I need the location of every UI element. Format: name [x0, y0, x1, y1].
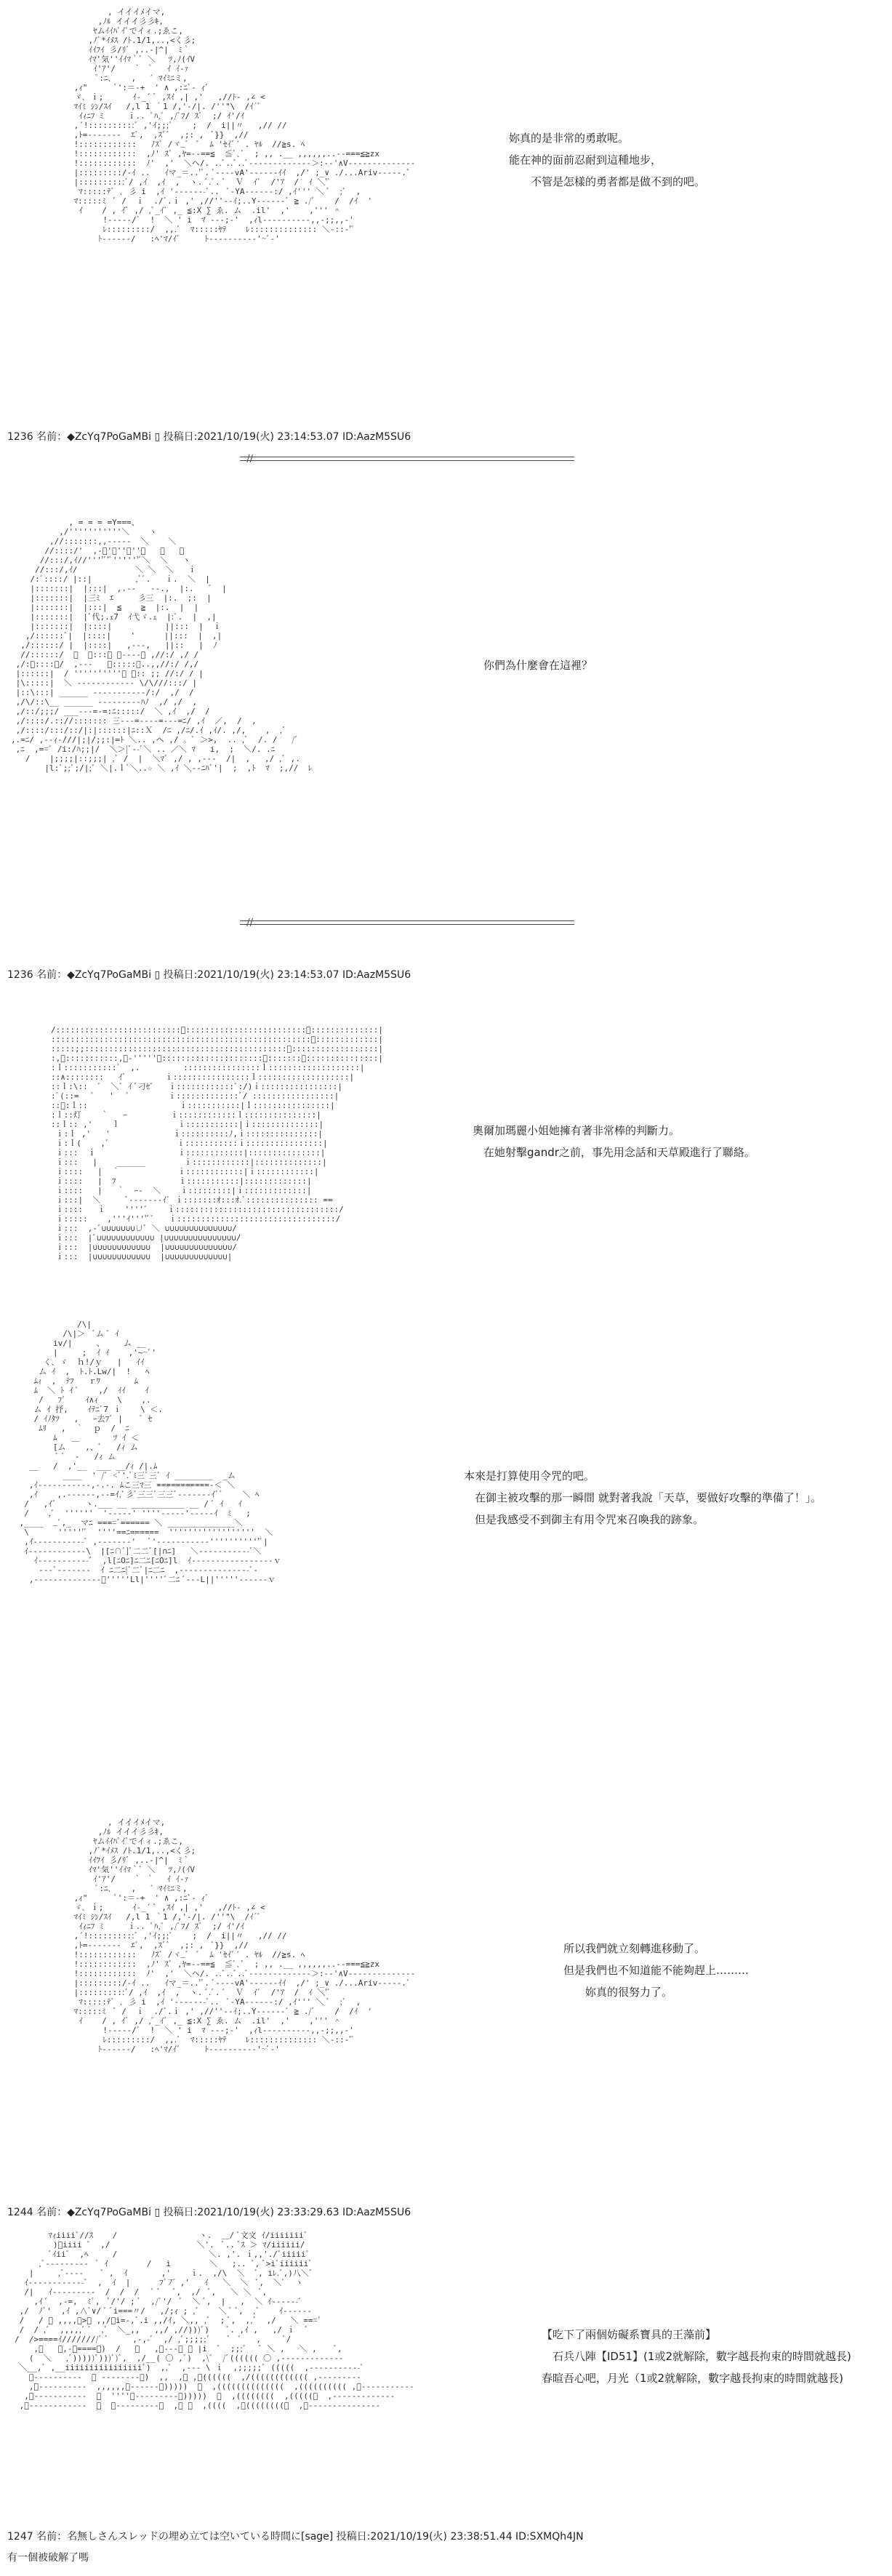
dialog-line: 所以我們就立刻轉進移動了。 [563, 1942, 706, 1955]
dialog-text [473, 1120, 755, 1163]
post-header: 1247 名前：名無しさんスレッドの埋め立ては空いている時間に[sage] 投稿日:2021/10/19(火) 23:38:51.44 ID:SXMQh4JN [7, 2531, 584, 2543]
aa-panel [0, 2225, 892, 2501]
aa-panel [0, 1011, 892, 1301]
divider-slash: // [246, 918, 253, 928]
divider-line [240, 920, 574, 921]
dialog-line: 不管是怎樣的勇者都是做不到的吧。 [509, 175, 706, 188]
aa-panel [0, 1810, 892, 2196]
dialog-text [542, 2324, 851, 2389]
ascii-art-figure: /\| /\|＞ ﾞム ﾞ ｲ iv/| 、 ム __ | ; ｲ ｲ ,'~~ﾞ' く、ゞ ｈ!/ｙ | ｲｲ ム ｲ , ﾄ.ﾄ.Lw/| ! ﾍ ﾑｨ , ﾃﾌ ｒﾜ ﾑ ﾑ ＼ ﾄ ｲ ﾞ ,/ ｲｲ ｲ / ﾌﾞ ｲ∧ｨ \ ,. ム ｲ 抒, ｲﾃﾆﾞ7 ｉ \ ＜. / ｲﾉﾀﾂ , ｰ去ﾌﾞ | ﾞ ｾ ﾑﾘ , ｀ ｐ / ﾆ ﾑ ＿ ﾂ ｲ ＜ [ム ,、ﾞ /ｨ ム ﾞ ﾞ - /ｨ ム __ / ,'__ ___ __/ｨ /|.ﾑ ____ ' /ﾞ <ﾞ'.ﾞﾐ三ﾞ三ﾞ ｲ ________ _ム ,ｲ-----------,-.-. ﾑこ三ﾏ三 ===========-＜ ＼ ,ｲ ,.------,--=ｲ,ﾞ彡ﾞ三三ﾞ三三ﾞ-------ｲﾞﾞ ＼ ﾍ / ,ｲﾞ ヽ.___ __ ___________ __ / ﾞ ｲ ｲ / ,ﾞ '''''' '-----' ''''-----'-----ｲ ﾐ ; ,____ _ﾞ,_ マﾆ ====ﾞ====== ＼ ______________＼ \ ''''''ﾞ ''''==ﾆ====== '''''''''''''''''' ＼ ,ｲ-----------ﾞ ,-------' ﾞ'-----------'''''''''''ﾞ| ｲ------------\ |[ﾆ∩ﾞ]ﾞ二二ﾞ[|∩ﾆ] ＼-----------ﾞ＼ ｲ-----------ﾞ ,l[ﾆOﾆ]ﾆ二ﾆ[ﾆOﾆ]l ｲ-----------------ｖ ---ﾞ------- ｲ ﾆ二ﾆ|ﾞ二ﾞ|ﾆ二ﾆ ,---------------ﾞ- ,--------------ﾞ'''''Ll|''''ﾞ二ﾆ ﾞ---L||'''''------ｖ [19, 1320, 281, 1584]
aa-panel [0, 0, 892, 378]
post-header: 1236 名前：◆ZcYq7PoGaMBi ▯ 投稿日:2021/10/19(火) 23:14:53.07 ID:AazM5SU6 [7, 969, 411, 981]
dialog-line: 妳真的是非常的勇敢呢。 [509, 132, 630, 145]
dialog-line: 石兵八陣【ID51】(1或2就解除，數字越長拘束的時間就越長) [542, 2350, 851, 2363]
dialog-line: 春暄吾心吧，月光（1或2就解除，數字越長拘束的時間就越長) [542, 2372, 843, 2385]
dialog-line: 但是我們也不知道能不能夠趕上……… [563, 1964, 750, 1977]
dialog-text [464, 1465, 821, 1530]
dialog-line: 在御主被攻擊的那一瞬間 就對著我說「天草，要做好攻擊的準備了！」。 [464, 1491, 822, 1504]
ascii-art-figure: , イイイﾒイマ, ,ﾉﾙ イイイ彡彡ｷ, ﾔムｲｲﾊﾟｲﾟでイィ.;ゑこ, ,ﾉﾞ*ｲﾒｽ /ﾄ.1/1,..,<く彡; ｲｲﾌｲ 彡/ﾘﾞ ,..-|^| ﾐ｀ ｲﾏ'気''ｲｲﾏ｀ﾞ ＼ ﾂ,ﾉ(ｲV ｲ'ｱ'/ ｀ ｀ ｲ ｲ-ｧ ﾟ:ﾆ､ , ´ ﾏｲﾐﾆミ, ,ｨ" ﾟ':＝-+ ' ∧ ,:ﾆﾞ- ｨﾞ ゞ､ ｉ; ｲ-_´ ﾞ ,ｽｲ ,| ,' ,//ﾄ- ,∠ < ﾏｲﾐ ｼﾝ/ｽｲ /,l 1 ｀1 /,'-/|. /''"\ /ｲ´ﾞ ｲｨﾆﾌ ﾐ ｉ.. ﾟﾊ,ﾟ ,/ﾞﾌ/ ｽﾞ ;/ ｲ'/ｲ ,´!::::::::::ﾞ ,'ｲ;;;ﾟ ; / i||〃 ,// // ,ﾄ=------- ｴﾞ, ,ｽﾞﾞ ,;: , ﾞ}} ,// !:::::::::::: ﾉｽﾞ /ヾ_ﾞ ﾟ ﾑ 'ｾｲﾞ´ . ﾔﾙ //≧s. ﾍ !:::::::::::: ,ﾉ' ｽﾞ ,ﾔ=--==≦ ≦ﾞ､ﾞ ; ,, .__ ,,,,,,..--===≦≧zx !:::::::::::: ﾉ' ,' ＼ヘ/. ..ﾞ..ﾞ..ﾞ-------------＞:--'∧V-------------- |:::::::::/-ｲ .. ｲマ_＝..'ﾞ. ﾞ----vA'------ｲｲ ,/' ;_∨ ./...Ariv-----.ﾞ |::::::::::ﾞ/ ,ｲ ,ｲ , ヽ. ﾞ.ﾞ. ﾞ Ｖ ｲﾞ /'ｱ / ｲ ＼'ﾞ ﾏ:::::ﾃﾞ ､ 彡 i ,ｲ '-------ﾞ.. ﾞ-YA------:/ ,ｲ''' ＼ ﾞ ;ﾞ , ﾏ:::::ﾐ ﾞ / ｉ ./ﾞ.ｉ ,' ,//''--ｲ;..Y------ﾞ ≧ ./ﾞ / /ｲ ' ｲ / , ｲﾞ ,/ ,ﾟ_ｲﾞ ,_ ≦:X ∑ ゑ. ム .il' ,' ,''' ＾ !-----/ﾞ ! ＼ ' i ﾏ ---;-' ,ｨl----------,,-;;,,-' ﾚ:::::::::/ ,,.ﾞ ﾏ:::::ﾔﾃ ﾚ:::::::::::::: ＼-::-'ﾞ ﾄ------/ :ﾍ'ﾏ/ｲﾞ ﾄ----------'~ﾞ-' [73, 1818, 416, 2054]
aa-panel [0, 1312, 892, 1661]
post-header: 1244 名前：◆ZcYq7PoGaMBi ▯ 投稿日:2021/10/19(火) 23:33:29.63 ID:AazM5SU6 [7, 2207, 411, 2218]
dialog-text [483, 654, 592, 676]
dialog-line: 【吃下了兩個妨礙系寶具的王藻前】 [542, 2328, 717, 2341]
divider-line [240, 460, 574, 461]
post-header: 1236 名前：◆ZcYq7PoGaMBi ▯ 投稿日:2021/10/19(火) 23:14:53.07 ID:AazM5SU6 [7, 431, 411, 443]
aa-panel [0, 509, 892, 931]
ascii-art-figure: /::::::::::::::::::::::::::ﾟ:::::::::::::::::::::::::ﾞ::::::::::::::| ::::::::::::::::::::::::::::::::::::::::::::::::::::::ﾞ:::::::::::::| :::::;;::::::::::::::::::::::::::::::::::::::::::ﾞ::::::::::::::::::| :,ﾞ:::::::::::,ﾞ-'''''ﾞ:::::::::::::::::::::ﾞ:::::::ﾞ:::::::::::::::| :ｌ:::::::::::ﾞ ,. ::::::::::::::::ｌ:::::::::::::::::::| ::∧:::::::: ｲﾞ ｉ::::::::::::::::ｌ:::::::::::::::::::| ::ｌ:\:: ﾞ ＼ﾞ ｲ ﾞ刁ｾﾞ ｉ::::::::::::ﾞ:/)ｉ::::::::::::::::| :ﾞ(::= ﾞ ' ﾞ ｉ:::::::::::::ﾞ/ :::::::::::::::::| ::ﾞ:ｌ:: ｉ:::::::::::|ｌ::::::::::::::::| :ｌ::灯 ｀ ｰ ｉ::::::::::::ｌ:::::::::::::::| ::ｌ:: ,' ｌ ｉ:::::::::::|ｉ::::::::::::::| ｉ:ｌ ,' ' ｉ::::::::::ﾉ,ｉ:::::::::::::::| ｉ:ｌ( ,ﾞ ｉ:::::::::::ｉ::::::::::::::::| ｉ::: ｉ ｉ::::::::::::|:::::::::::::::| ｉ::: | ______ ｉ::::::::::::|::::::::::::::| ｉ:::: | ｀ ｉ::::::::::::|ｉ::::::::::::| ｉ:::: | ﾌ ｉ:::::::::::|:::::::::::::| ｉ:::: | ｀ ｰ- ＼ ｉ:::::::::|ｉ:::::::::::::| ｉ:::| ＼ ﾞ-------ｲﾞ ｉ:::::::ｵ:::ｵ.ﾞ::::::::::::::: == ｉ:::: ｉ ''''ﾞ ｉ::::::::::::::::::::::::::::::::::/ ｉ::::: ,'''ｲ''''ﾞﾞ ｉ:::::::::::::::::::::::::::::::::/ ｉ::: ,-ﾞ∪∪∪∪∪∪∪∪ﾞ ＼ ∪∪∪∪∪∪∪∪∪∪∪∪∪∪/ ｉ::: |ﾞ∪∪∪∪∪∪∪∪∪∪∪∪ |∪∪∪∪∪∪∪∪∪∪∪∪∪∪∪/ ｉ::: |∪∪∪∪∪∪∪∪∪∪∪∪ |∪∪∪∪∪∪∪∪∪∪∪∪∪∪/ ｉ::: |∪∪∪∪∪∪∪∪∪∪∪∪ |∪∪∪∪∪∪∪∪∪∪∪∪∪| [51, 1025, 383, 1261]
dialog-line: 能在神的面前忍耐到這種地步， [509, 153, 662, 166]
dialog-line: 奧爾加瑪麗小姐她擁有著非常棒的判斷力。 [473, 1124, 680, 1137]
divider-slash: // [246, 454, 253, 465]
dialog-text [509, 127, 705, 193]
dialog-line: 但是我感受不到御主有用令咒來召喚我的跡象。 [464, 1513, 704, 1526]
ascii-art-figure: , イイイﾒイマ, ,ﾉﾙ イイイ彡彡ｷ, ﾔムｲｲﾊﾟｲﾟでイィ.;ゑこ, ,ﾉﾞ*ｲﾒｽ /ﾄ.1/1,..,<く彡; ｲｲﾌｲ 彡/ﾘﾞ ,..-|^| ﾐ｀ ｲﾏ'気''ｲｲﾏ｀ﾞ ＼ ﾂ,ﾉ(ｲV ｲ'ｱ'/ ｀ ｀ ｲ ｲ-ｧ ﾟ:ﾆ､ , ´ ﾏｲﾐﾆミ, ,ｨ" ﾟ':＝-+ ' ∧ ,:ﾆﾞ- ｨﾞ ゞ､ ｉ; ｲ-_´ ﾞ ,ｽｲ ,| ,' ,//ﾄ- ,∠ < ﾏｲﾐ ｼﾝ/ｽｲ /,l 1 ｀1 /,'-/|. /''"\ /ｲ´ﾞ ｲｨﾆﾌ ﾐ ｉ.. ﾟﾊ,ﾟ ,/ﾞﾌ/ ｽﾞ ;/ ｲ'/ｲ ,´!::::::::::ﾞ ,'ｲ;;;ﾟ ; / i||〃 ,// // ,ﾄ=------- ｴﾞ, ,ｽﾞﾞ ,;: , ﾞ}} ,// !:::::::::::: ﾉｽﾞ /ヾ_ﾞ ﾟ ﾑ 'ｾｲﾞ´ . ﾔﾙ //≧s. ﾍ !:::::::::::: ,ﾉ' ｽﾞ ,ﾔ=--==≦ ≦ﾞ､ﾞ ; ,, .__ ,,,,,,..--===≦≧zx !:::::::::::: ﾉ' ,' ＼ヘ/. ..ﾞ..ﾞ..ﾞ-------------＞:--'∧V-------------- |:::::::::/-ｲ .. ｲマ_＝..'ﾞ. ﾞ----vA'------ｲｲ ,/' ;_∨ ./...Ariv-----.ﾞ |::::::::::ﾞ/ ,ｲ ,ｲ , ヽ. ﾞ.ﾞ. ﾞ Ｖ ｲﾞ /'ｱ / ｲ ＼'ﾞ ﾏ:::::ﾃﾞ ､ 彡 i ,ｲ '-------ﾞ.. ﾞ-YA------:/ ,ｲ''' ＼ ﾞ ;ﾞ , ﾏ:::::ﾐ ﾞ / ｉ ./ﾞ.ｉ ,' ,//''--ｲ;..Y------ﾞ ≧ ./ﾞ / /ｲ ' ｲ / , ｲﾞ ,/ ,ﾟ_ｲﾞ ,_ ≦:X ∑ ゑ. ム .il' ,' ,''' ＾ !-----/ﾞ ! ＼ ' i ﾏ ---;-' ,ｨl----------,,-;;,,-' ﾚ:::::::::/ ,,.ﾞ ﾏ:::::ﾔﾃ ﾚ:::::::::::::: ＼-::-'ﾞ ﾄ------/ :ﾍ'ﾏ/ｲﾞ ﾄ----------'~ﾞ-' [73, 7, 416, 244]
divider-line [240, 924, 574, 925]
ascii-art-figure: , = = = =Y===、 ,/'''''''''''＼ ヽ ,//:::::::,,----- ＼ ＼ //::::/' ,-ﾞ'ﾞ''ﾞ''＼ ＼ ＼ //:::/,ｲ//''''ﾞ'ﾞ''''''ﾞ＼ ＼ ヽ //:::/,ｲ/ ＼ ＼ ＼ ｉ /:ﾞ::::/ |::| ,ﾞﾞ. ｉ. ＼ | |:::::::| |:::| ,.-- --., |:. ﾞ | |:::::::| |三ﾐ ｴ 彡三 |:. ;: | |:::::::| |:::| ≦ ≧ |:. | | |:::::::| |ﾞ代;.ｪ7 ｲ弋ゞ.ｪ |:ﾞ. | ,| |:::::::| |::::| ||::: | ｉ ,/::::::ﾞ| |::::| ' ||::: | ,| ,/::::::/ | |::::| ,---, ||:: | ﾉ //::::::/ ﾞ ＼:::＼ ﾞ----ﾞ ,//:/ ,/ / ,/:ﾞ::::ﾞ/ ,--- ＼:::::＼..,,//:/ /,/ |::::::| / ''''''''''ﾞ ＼:: ;; //:/ / | |\:::::| ＼ ------------ \/\///:::/ | |::\:::| ______ -----------/:/ ,/ / ,/\/::\__ ______ ---------ﾊﾉ ,/ ,/ , ,/::/;;;/ ___---=-=:ﾆ:::::/ ＼ ,ｲ ,/ / ,/::::/.:://::::::: 三---=----=---=ﾆ/ ,ｲ ／, / , ,/::::/:::/::/|:|::::::|ﾆ::Ｘ /ﾆ ,/ﾆ/.ｲ ,ｲ/. ,/, , ,ﾞ ,.=ﾆ/ ,--ｨ-///|;|/;;:|=ﾄ ＼.. ,ヘ ,/ 。ﾞ ＞>, .. ,ﾞ /. / /ﾞ ,ﾆ ,==ﾞ /i:/ﾊ;;|/ ＼＞|ﾞ--ﾞ＼ .. ／＼ ﾏ i, ; ＼/. .ﾆ / |;;;;|::;;;| ,ﾞ / | ＼ﾏﾞ ,/ , ,--- /| , ,/ ,ﾞ ,. |l:ﾞ;;ﾞ;/|;ﾞ ＼|.ｌﾞ＼..☆ ＼ ,ｲ ＼--ﾆﾊﾞ'| ; ,ﾄ ﾏ ;,// ﾚ [11, 518, 313, 773]
dialog-line: 本來是打算使用令咒的吧。 [464, 1469, 595, 1482]
reply-text: 有一個被破解了嗎 [7, 2552, 89, 2564]
ascii-art-figure: ﾏｨiiiiﾞ//ｽ / ヽ. ＿/ ﾞ文文 ｲ/iiiiiiiﾞ )ﾞiiii ﾞ ,/ ＼'. ﾞ.. ﾞｽ ＞ ﾏ/iiiiii/ ﾞｲiiﾞ ,ﾍ / ＼. ,'. ｉ,,'./ﾞiiiiiﾞ ,ﾞ--------- ﾞ ｲ / i ＼ ;.. ﾞ, ﾞ>iﾞiiiiiiﾞ | ,ﾞ---- ﾞ , ｲ ,' ｉ. ,/\ ＼ ﾞ, iﾚ.ﾞ,)八＼ﾞ ｲ------------ﾞ , ｲ | ﾌﾞ丆 ,' ｲ ＼ ＼ ﾞ, ＼ﾞ ヽ /| ｲ--------- / / / ﾞ ﾞ ﾞ, ,/ ﾞ, ＼ ＼ ﾞ, ,ｲ ﾞ ,-=, ﾐﾞ, ﾞ/'/ ; ﾞ ,/ﾞ'/ ﾞ ＼ ﾞ, | , ＼ ｲ------ﾞ ,/ ﾉﾞ' ,ｲ ,∧ﾞ∨/ ﾞ ﾞi===〃/ ,/;ｨ ; ,ﾞ ＼ ﾞ ﾞ, ,ﾞ ｲ------ / / ﾞ ,,,,ﾞ>ﾞ ,,/ﾞi=-,ﾞ.i ,,/ｲ, ＼,, ,ﾞ ; ﾞ, ,,ﾞ ,/ ＼ ===ﾞ / / ,ﾞ ,,,,,ﾞ ﾞ ,ﾞ ＼_,, ,,/ ,//)))ﾞ) ﾞ. ,ｲ , ,/ ｉ ﾞ / />====ｲ////////ﾞ ﾞ ,-,-ﾞ ,/ ,ﾞ;;;;;ﾞ ﾞ ﾞ , ﾞ/ ,ﾞ ﾞ,-ﾞ====ﾞ) / ＼ ,ﾞ---ﾞ ＼ |i ﾞ ;;;ﾞ ﾞ ＼ , ＼ , ﾞ, ( ＼ ,ﾞ)))))ﾞ)))ﾞ)ﾞ, ,/__( 〇 ,ﾞ) ,\ﾞ /ﾞ(((((( 〇 ,------------- ＼__,ﾞ ,__iiiiiiiiiiiiiiiiﾞ) ,,ﾞ ,--- \ ｉ ,;;;;;ﾞ ((((( ,-----------ﾞ ﾞ---------- ﾞ --------ﾞ) ,, ,ﾞ ,ﾞ(((((( ,/(((((((((((( ,--------- ,ﾞ---------- ,,,,,,ﾞ------ﾞ))))) ﾞ ,(((((((((((((( ,(((((((((( ,ﾞ----------- ,ﾞ----------- ﾞ ''''ﾞ---------ﾞ))))) ﾞ ,(((((((( ,(((((ﾞ ,------------- ,ﾞ------------ ﾞ ﾞ---------ﾞ ,ﾞ ﾞ ,(((( ,ﾞ((((((((ﾞ ,ﾞ--------------- [15, 2231, 414, 2410]
dialog-line: 在她射擊gandr之前，事先用念話和天草殿進行了聯絡。 [473, 1146, 755, 1159]
dialog-line: 你們為什麼會在這裡？ [483, 659, 593, 672]
dialog-text [563, 1938, 749, 2003]
dialog-line: 妳真的很努力了。 [563, 1986, 673, 1999]
